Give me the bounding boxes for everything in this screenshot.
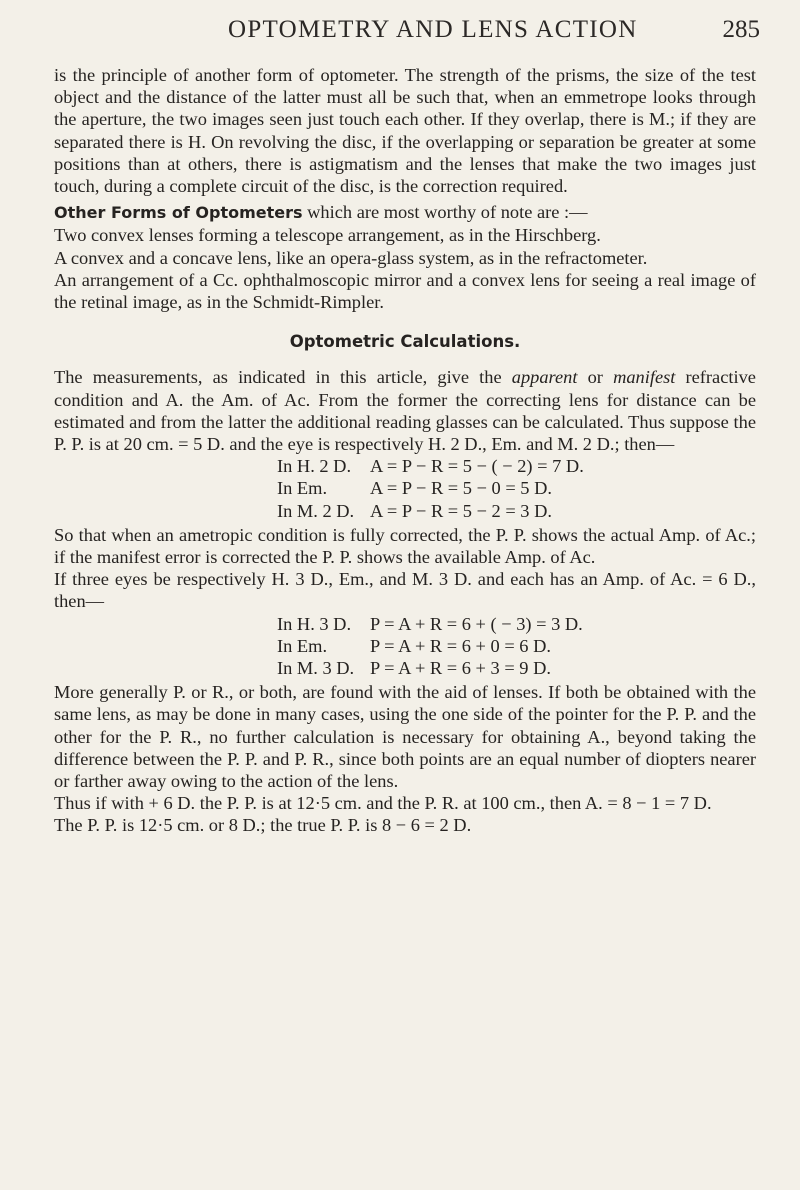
equation-row <box>277 500 756 522</box>
paragraph-more-generally: More generally P. or R., or both, are found with the aid of lenses. If both be obtained with the same lens, as may be done in many cases, using the one side of the pointer for the P. P. and the other for the P. R., no further calculation is necessary for obtaining A., beyond taking the difference between the P. P. and P. R., since both points are an equal number of diopters nearer or farther away owing to the action of the lens. <box>54 682 756 791</box>
paragraph-prism-optometer: is the principle of another form of optometer. The strength of the prisms, the size of the test object and the distance of the latter must all be such that, when an emmetrope looks through the aperture, the two images seen just touch each other. If they overlap, there is M.; if they are separated there is H. On revolving the disc, if the overlapping or separation be greater at some positions than at others, there is astigmatism and the lenses that make the two images just touch, during a complete circuit of the disc, is the correction required. <box>54 65 756 197</box>
page-number: 285 <box>722 16 760 43</box>
equation-label: In H. 2 D. <box>277 456 352 477</box>
equations-near-point <box>277 613 756 680</box>
equation-label: In Em. <box>277 478 328 499</box>
paragraph-thus: Thus if with + 6 D. the P. P. is at 12·5 cm. and the P. R. at 100 cm., then A. = 8 − 1 = 7 D. <box>54 793 712 814</box>
equation-expression: A = P − R = 5 − 0 = 5 D. <box>370 478 552 499</box>
list-item: A convex and a concave lens, like an opera-glass system, as in the refractometer. <box>54 247 648 268</box>
italic-manifest: manifest <box>613 367 676 388</box>
page-header <box>0 16 800 50</box>
equation-expression: P = A + R = 6 + 0 = 6 D. <box>370 635 551 656</box>
equation-label: In M. 2 D. <box>277 500 355 521</box>
equation-row <box>277 477 756 499</box>
body-text <box>54 64 756 837</box>
paragraph-true-pp: The P. P. is 12·5 cm. or 8 D.; the true P. P. is 8 − 6 = 2 D. <box>54 815 472 836</box>
equations-accommodation <box>277 455 756 522</box>
equation-row <box>277 613 756 635</box>
paragraph-other-forms <box>54 201 756 224</box>
equation-row <box>277 657 756 679</box>
equation-expression: P = A + R = 6 + 3 = 9 D. <box>370 658 551 678</box>
inline-heading-other-forms: Other Forms of Optometers <box>54 203 303 223</box>
equation-row <box>277 635 756 657</box>
list-item: An arrangement of a Cc. ophthalmoscopic mirror and a convex lens for seeing a real image of the retinal image, as in the Schmidt-Rimpler. <box>54 269 756 313</box>
running-title: OPTOMETRY AND LENS ACTION <box>228 16 638 43</box>
paragraph-so-that: So that when an ametropic condition is fully corrected, the P. P. shows the actual Amp. of Ac.; if the manifest error is corrected the P. P. shows the available Amp. of Ac. <box>54 524 756 568</box>
equation-label: In M. 3 D. <box>277 658 355 678</box>
other-forms-intro: which are most worthy of note are :— <box>307 202 588 223</box>
section-heading-calculations: Optometric Calculations. <box>289 332 521 352</box>
equation-expression: A = P − R = 5 − ( − 2) = 7 D. <box>370 456 584 477</box>
italic-apparent: apparent <box>511 367 578 388</box>
equation-label: In Em. <box>277 635 328 656</box>
equation-expression: A = P − R = 5 − 2 = 3 D. <box>370 500 552 521</box>
intro-text: The measurements, as indicated in this article, give the <box>54 367 502 388</box>
paragraph-three-eyes: If three eyes be respectively H. 3 D., Em., and M. 3 D. and each has an Amp. of Ac. = 6 D., then— <box>54 569 756 612</box>
paragraph-measurements <box>54 366 756 455</box>
equation-row <box>277 455 756 477</box>
equation-label: In H. 3 D. <box>277 613 352 634</box>
list-item: Two convex lenses forming a telescope arrangement, as in the Hirschberg. <box>54 225 601 246</box>
word-or: or <box>587 367 603 388</box>
equation-expression: P = A + R = 6 + ( − 3) = 3 D. <box>370 613 583 634</box>
intro-text-continued: refractive condition and A. the Am. of Ac. From the former the correcting lens for distance can be estimated and from the latter the additional reading glasses can be calculated. Thus suppose the P. P. is at 20 cm. = 5 D. and the eye is respectively H. 2 D., Em. and M. 2 D.; then— <box>54 367 756 455</box>
